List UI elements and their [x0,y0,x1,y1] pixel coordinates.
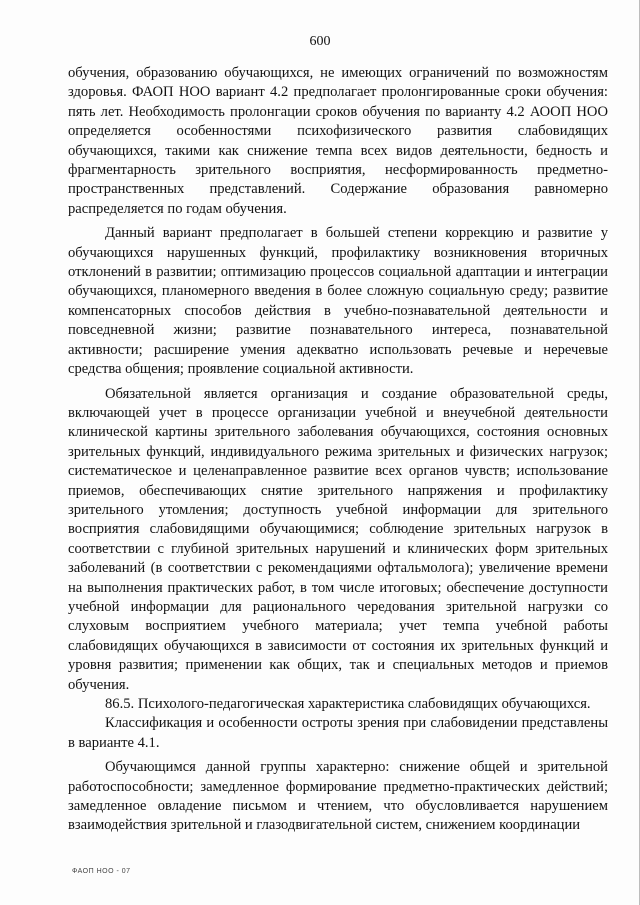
page-number: 600 [309,34,331,49]
section-heading: 86.5. Психолого-педагогическая характеристика слабовидящих обучающихся. [105,696,591,712]
footer-document-code: ФАОП НОО - 07 [72,868,131,875]
paragraph-continuation: обучения, образованию обучающихся, не имеющих ограничений по возможностям здоровья. ФАОП НОО вариант 4.2 предполагает пролонгированные сроки обучения: пять лет. Необходимость пролонгации сроков обучения по варианту 4.2 АООП НОО определяется особенностями психофизического развития слабовидящих обучающихся, такими как снижение темпа всех видов деятельности, бедность и фрагментарность зрительного восприятия, несформированность предметно-пространственных представлений. Содержание образования равномерно распределяется по годам обучения. [68,65,608,217]
paragraph-classification: Классификация и особенности остроты зрения при слабовидении представлены в варианте 4.1. [68,715,608,751]
paragraph-variant-description: Данный вариант предполагает в большей степени коррекцию и развитие у обучающихся нарушенных функций, профилактику возникновения вторичных отклонений в развитии; оптимизацию процессов социальной адаптации и интеграции обучающихся, планомерного введения в более сложную социальную среду; развитие компенсаторных способов действия в учебно-познавательной деятельности и повседневной жизни; развитие познавательного интереса, познавательной активности; расширение умения адекватно использовать речевые и неречевые средства общения; проявление социальной активности. [68,225,608,378]
document-body [68,64,608,836]
paragraph-characteristics: Обучающимся данной группы характерно: снижение общей и зрительной работоспособности; замедленное формирование предметно-практических действий; замедленное овладение письмом и чтением, что обусловливается нарушением взаимодействия зрительной и глазодвигательной систем, снижением координации [68,759,608,834]
paragraph-educational-environment: Обязательной является организация и создание образовательной среды, включающей учет в процессе организации учебной и внеучебной деятельности клинической картины зрительного заболевания обучающихся, состояния основных зрительных функций, индивидуального режима зрительных и физических нагрузок; систематическое и целенаправленное развитие всех органов чувств; использование приемов, обеспечивающих снятие зрительного напряжения и профилактику зрительного утомления; доступность учебной информации для зрительного восприятия слабовидящими обучающимися; соблюдение зрительных нагрузок в соответствии с глубиной зрительных нарушений и клинических форм зрительных заболеваний (в соответствии с рекомендациями офтальмолога); увеличение времени на выполнения практических работ, в том числе итоговых; обеспечение доступности учебной информации для рационального чередования зрительной нагрузки со слуховым восприятием учебного материала; учет темпа учебной работы слабовидящих обучающихся в зависимости от состояния их зрительных функций и уровня развития; применении как общих, так и специальных методов и приемов обучения. [68,385,608,693]
